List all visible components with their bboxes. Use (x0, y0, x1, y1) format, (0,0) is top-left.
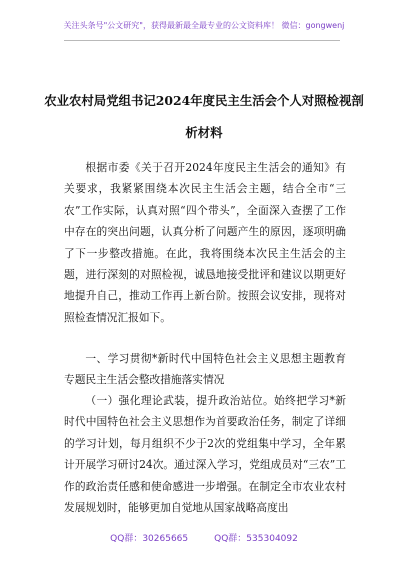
document-title-line-1: 农业农村局党组书记2024年度民主生活会个人对照检视剖 (44, 93, 364, 108)
intro-paragraph: 根据市委《关于召开2024年度民主生活会的通知》有关要求，我紧紧围绕本次民主生活会主题，结合全市“三农”工作实际，认真对照“四个带头”，全面深入查摆了工作中存在的突出问题，认真分析了问题产生的原因，逐项明确了下一步整改措施。在此，我将围绕本次民主生活会的主题，进行深刻的对照检视，诚恳地接受批评和建议以期更好地提升自己，推动工作再上新台阶。按照会议安排，现将对照检查情况汇报如下。 (64, 161, 346, 324)
footer-banner (0, 533, 408, 545)
document-title-line-2: 析材料 (185, 125, 223, 140)
subsection-paragraph-1: （一）强化理论武装，提升政治站位。始终把学习*新时代中国特色社会主义思想作为首要政治任务，制定了详细的学习计划，每月组织不少于2次的党组集中学习，全年累计开展学习研讨24次。通过深入学习，党组成员对“三农”工作的政治责任感和使命感进一步增强。在制定全市农业农村发展规划时，能够更加自觉地从国家战略高度出 (64, 394, 346, 515)
section-heading-1: 一、学习贯彻*新时代中国特色社会主义思想主题教育专题民主生活会整改措施落实情况 (64, 352, 346, 387)
footer-qq-group-2: QQ群：535304092 (214, 534, 298, 544)
footer-qq-group-1: QQ群：30265665 (110, 534, 189, 544)
header-banner: 关注头条号"公文研究"，获得最新最全最专业的公文资料库！ 微信：gongwenj (63, 21, 345, 30)
header-divider (64, 40, 340, 41)
